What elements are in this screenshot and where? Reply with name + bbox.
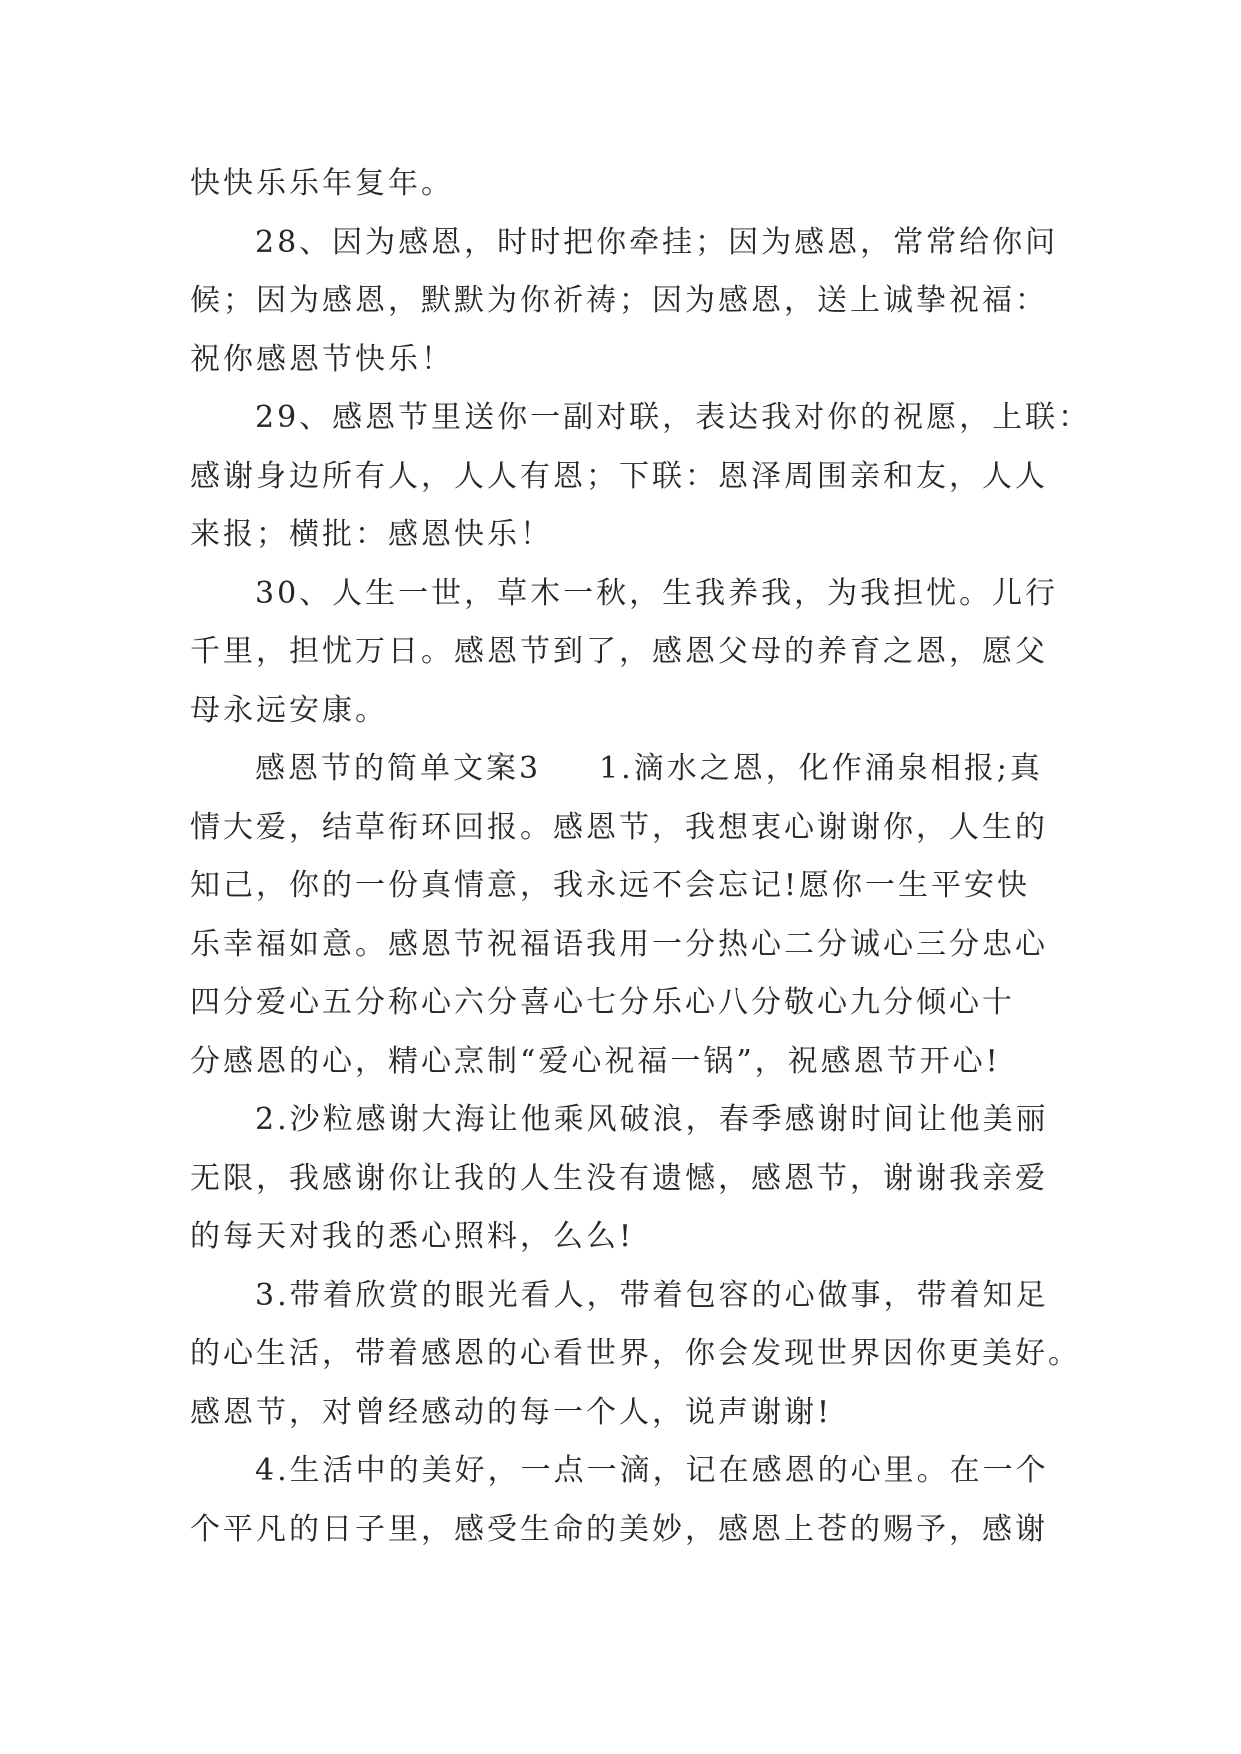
- text-line: 28、因为感恩，时时把你牵挂；因为感恩，常常给你问: [255, 224, 1059, 260]
- text-line: 情大爱，结草衔环回报。感恩节，我想衷心谢谢你，人生的: [190, 809, 1048, 845]
- text-line: 快快乐乐年复年。: [190, 166, 454, 201]
- text-line: 知己，你的一份真情意，我永远不会忘记!愿你一生平安快: [190, 868, 1031, 903]
- text-line: 祝你感恩节快乐！: [190, 341, 454, 377]
- text-line: 四分爱心五分称心六分喜心七分乐心八分敬心九分倾心十: [190, 985, 1015, 1020]
- text-line: 4.生活中的美好，一点一滴，记在感恩的心里。在一个: [255, 1453, 1049, 1488]
- text-line: 29、感恩节里送你一副对联，表达我对你的祝愿，上联：: [255, 400, 1092, 435]
- text-segment: 1.滴水之恩，化作涌泉相报;真: [599, 751, 1043, 786]
- text-line: 个平凡的日子里，感受生命的美妙，感恩上苍的赐予，感谢: [190, 1511, 1048, 1547]
- text-line: 感谢身边所有人，人人有恩；下联：恩泽周围亲和友，人人: [190, 458, 1048, 494]
- text-line: 的每天对我的悉心照料，么么!: [190, 1219, 635, 1254]
- text-line: 30、人生一世，草木一秋，生我养我，为我担忧。儿行: [255, 575, 1059, 611]
- text-line: 来报；横批：感恩快乐！: [190, 517, 553, 552]
- text-line: 分感恩的心，精心烹制“爱心祝福一锅”，祝感恩节开心!: [190, 1043, 1001, 1079]
- text-line: 2.沙粒感谢大海让他乘风破浪，春季感谢时间让他美丽: [255, 1102, 1049, 1137]
- text-line: 无限，我感谢你让我的人生没有遗憾，感恩节，谢谢我亲爱: [190, 1160, 1048, 1196]
- section-heading: 感恩节的简单文案3: [255, 751, 542, 786]
- text-line: 母永远安康。: [190, 692, 388, 728]
- text-line: 3.带着欣赏的眼光看人，带着包容的心做事，带着知足: [255, 1277, 1049, 1313]
- text-line: 乐幸福如意。感恩节祝福语我用一分热心二分诚心三分忠心: [190, 926, 1048, 962]
- text-line: 的心生活，带着感恩的心看世界，你会发现世界因你更美好。: [190, 1336, 1081, 1371]
- text-line: 千里，担忧万日。感恩节到了，感恩父母的养育之恩，愿父: [190, 634, 1048, 669]
- section-heading-line: [190, 740, 1050, 799]
- text-line: 候；因为感恩，默默为你祈祷；因为感恩，送上诚挚祝福：: [190, 283, 1048, 318]
- document-body: [190, 155, 1092, 1559]
- text-line: 感恩节，对曾经感动的每一个人，说声谢谢!: [190, 1394, 833, 1430]
